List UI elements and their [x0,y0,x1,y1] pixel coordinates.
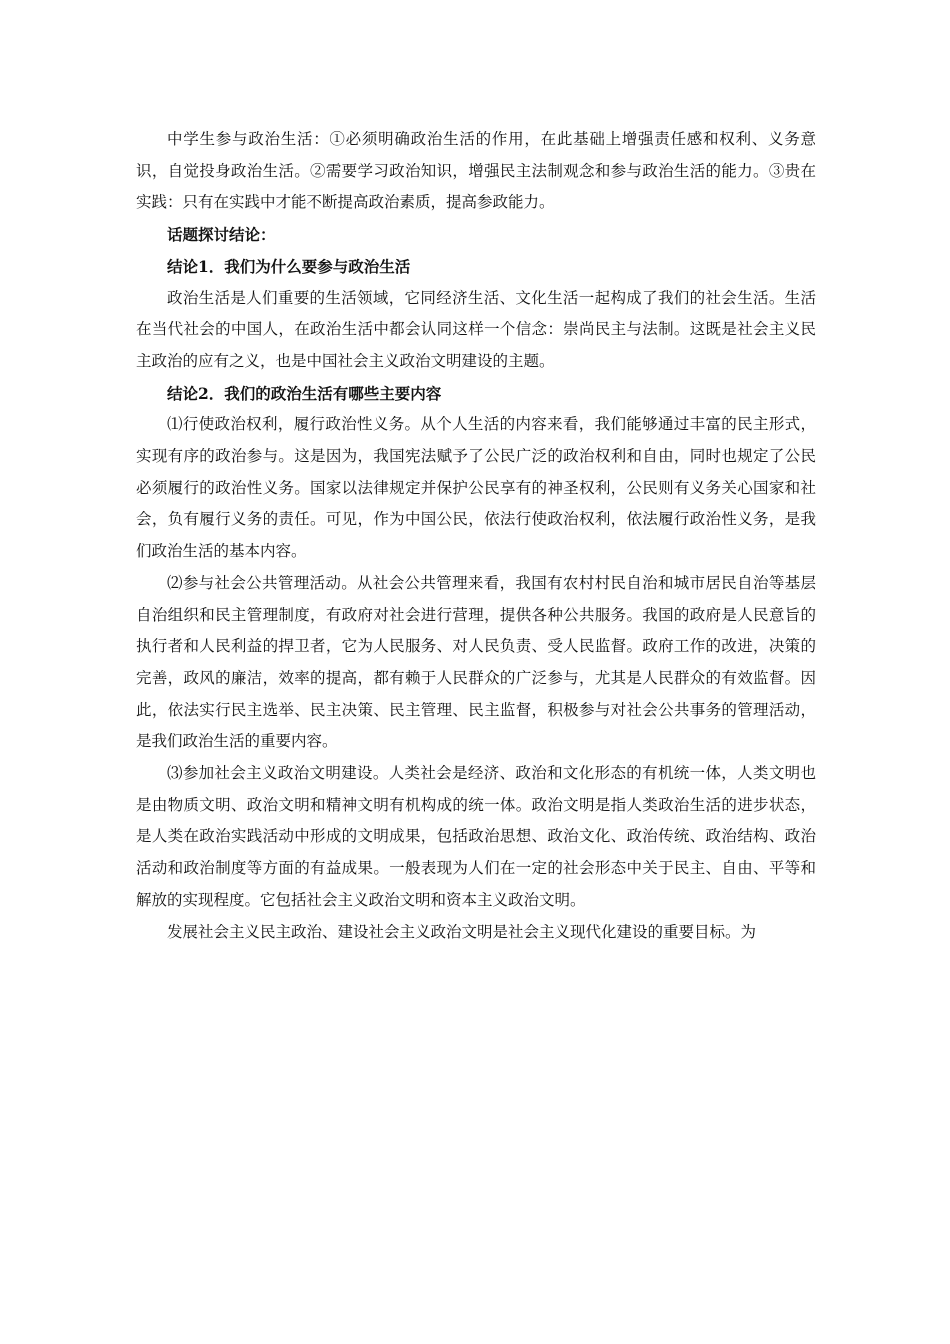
heading-conclusion-2: 结论2．我们的政治生活有哪些主要内容 [167,383,442,403]
heading-topic-conclusion: 话题探讨结论： [167,225,276,245]
paragraph-political-life-domain: 政治生活是人们重要的生活领域，它同经济生活、文化生活一起构成了我们的社会生活。生活在当代社会的中国人，在政治生活中都会认同这样一个信念：崇尚民主与法制。这既是社会主义民主政治的应有之义，也是中国社会主义政治文明建设的主题。 [136,288,816,370]
paragraph-item-3-political-civilization: ⑶参加社会主义政治文明建设。人类社会是经济、政治和文化形态的有机统一体，人类文明也是由物质文明、政治文明和精神文明有机构成的统一体。政治文明是指人类政治生活的进步状态，是人类在政治实践活动中形成的文明成果，包括政治思想、政治文化、政治传统、政治结构、政治活动和政治制度等方面的有益成果。一般表现为人们在一定的社会形态中关于民主、自由、平等和解放的实现程度。它包括社会主义政治文明和资本主义政治文明。 [136,764,816,909]
paragraph-item-2-public-management: ⑵参与社会公共管理活动。从社会公共管理来看，我国有农村村民自治和城市居民自治等基层自治组织和民主管理制度，有政府对社会进行营理，提供各种公共服务。我国的政府是人民意旨的执行者和人民利益的捍卫者，它为人民服务、对人民负责、受人民监督。政府工作的改进，决策的完善，政风的廉洁，效率的提高，都有赖于人民群众的广泛参与，尤其是人民群众的有效监督。因此，依法实行民主选举、民主决策、民主管理、民主监督，积极参与对社会公共事务的管理活动，是我们政治生活的重要内容。 [136,573,816,751]
paragraph-development-goal: 发展社会主义民主政治、建设社会主义政治文明是社会主义现代化建设的重要目标。为 [167,922,757,941]
document-body [136,124,816,948]
paragraph-students-participation: 中学生参与政治生活：①必须明确政治生活的作用，在此基础上增强责任感和权利、义务意识，自觉投身政治生活。②需要学习政治知识，增强民主法制观念和参与政治生活的能力。③贵在实践：只有在实践中才能不断提高政治素质，提高参政能力。 [136,130,816,212]
paragraph-item-1-rights-duties: ⑴行使政治权利，履行政治性义务。从个人生活的内容来看，我们能够通过丰富的民主形式，实现有序的政治参与。这是因为，我国宪法赋予了公民广泛的政治权利和自由，同时也规定了公民必须履行的政治性义务。国家以法律规定并保护公民享有的神圣权利，公民则有义务关心国家和社会，负有履行义务的责任。可见，作为中国公民，依法行使政治权利，依法履行政治性义务，是我们政治生活的基本内容。 [136,415,816,561]
heading-conclusion-1: 结论1．我们为什么要参与政治生活 [167,256,411,276]
